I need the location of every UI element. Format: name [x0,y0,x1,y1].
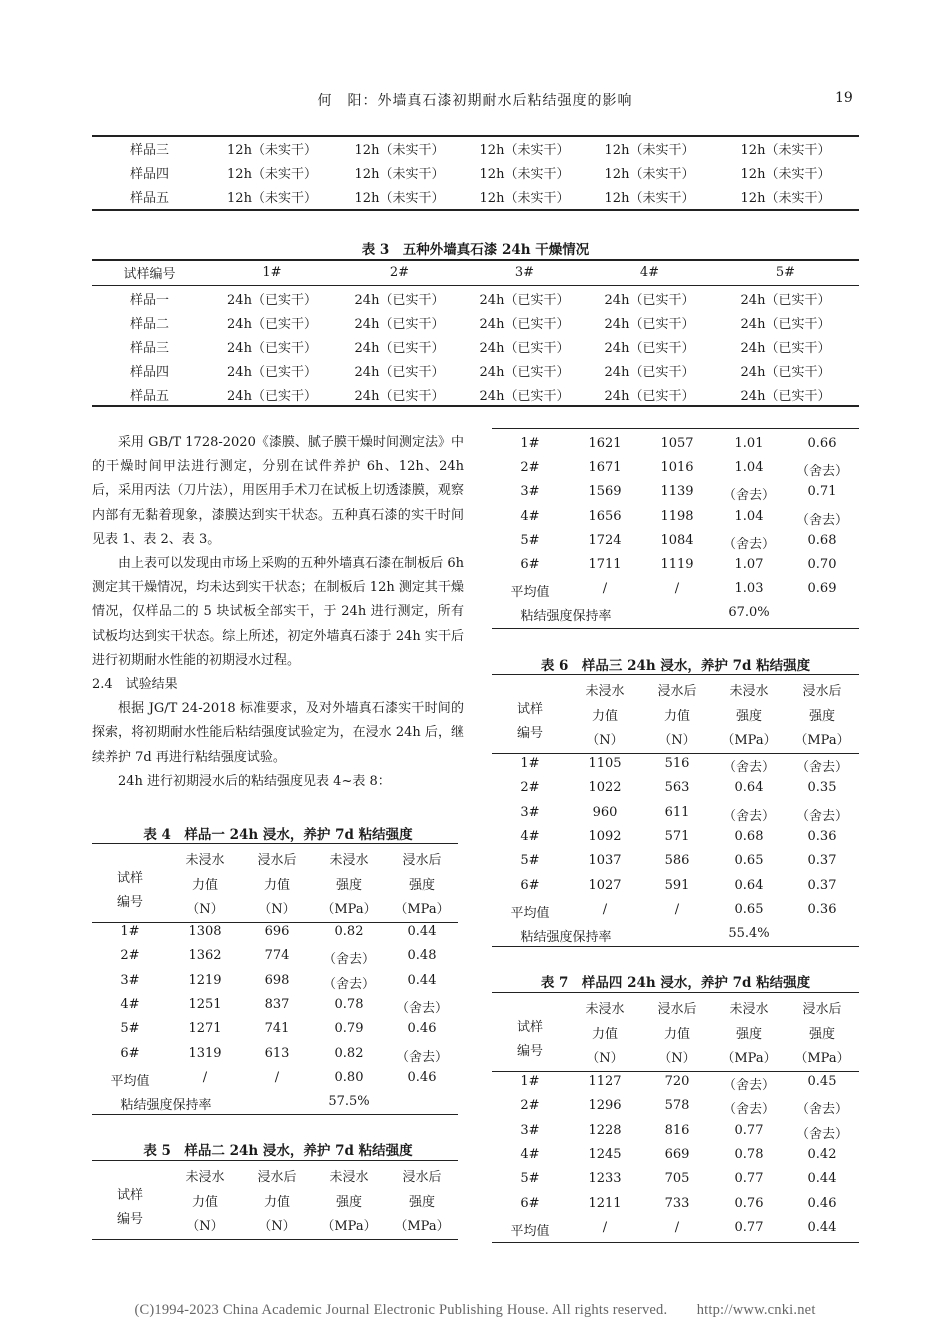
table-cell: 5# [520,532,540,548]
average-cell: / [274,1069,280,1085]
table-cell: 24h（已实干） [227,389,317,405]
table-cell: （舍去） [795,1126,848,1142]
table-cell: 0.82 [334,924,364,939]
table-cell: 1656 [588,508,622,524]
header-cell: 浸水后 [257,853,297,868]
table-cell: 24h（已实干） [479,316,570,332]
table-cell: （舍去） [722,1102,775,1118]
header-cell: 未浸水 [329,853,369,868]
average-cell: 平均值 [110,1073,150,1089]
header-cell: 浸水后 [402,853,442,868]
table-header-row [92,260,859,286]
header-cell: 浸水后 [802,1002,842,1017]
section-heading: 2.4 试验结果 [92,677,178,693]
header-cell: 浸水后 [657,684,697,699]
table-cell: 24h（已实干） [354,340,445,356]
table-cell: 3# [120,972,140,988]
table-cell: 6# [520,1195,540,1211]
table-cell: 1621 [588,436,622,451]
header-cell: （MPa） [794,733,850,748]
header-cell: （MPa） [321,1219,377,1234]
table-cell: 样品三 [129,340,169,356]
header-cell: 浸水后 [802,684,842,699]
header-cell: 未浸水 [329,1170,369,1185]
table-cell: 1.04 [734,508,764,524]
table-cell: 774 [264,948,290,964]
table-cell: 0.44 [407,924,437,939]
table-cell: 3# [520,804,540,820]
table-cell: 1# [120,924,140,939]
table-cell: （舍去） [795,512,848,528]
table-cell: 1724 [588,532,622,548]
table-cell: 0.78 [734,1146,764,1162]
table-cell: 2# [120,948,140,964]
table-cell: 5# [520,853,540,869]
table-cell: 0.76 [734,1195,764,1211]
average-cell: / [674,901,680,917]
average-cell: 0.46 [407,1069,437,1085]
table-row [92,160,859,184]
header-cell: 编号 [116,895,143,910]
paragraph-1: 采用 GB/T 1728-2020《漆膜、腻子膜干燥时间测定法》中的干燥时间甲法进行测定，分别在试件养护 6h、12h、24h 后，采用丙法（刀片法），用医用手术刀在试板上切透漆膜，观察内部有无黏着现象，漆膜达到实干状态。五种真石漆的实干时间见表 1、表 2、表 3。 [92,435,464,547]
average-cell: / [202,1069,208,1085]
header-cell: 试样 [116,1188,143,1203]
table-row [92,286,859,311]
table-cell: 2# [520,460,540,476]
table-cell: 0.42 [807,1146,837,1162]
header-cell: 未浸水 [185,1170,225,1185]
table4-caption: 表 4 样品一 24h 浸水，养护 7d 粘结强度 [143,827,413,843]
header-cell: 力值 [263,1194,290,1210]
table-cell: （舍去） [322,952,375,968]
average-cell: 平均值 [510,585,550,601]
table-cell: 1092 [588,828,622,844]
table-cell: 24h（已实干） [604,365,695,381]
table-cell: 0.68 [807,532,837,548]
table-cell: 720 [664,1074,690,1089]
table-cell: 24h（已实干） [227,340,317,356]
table-cell: 12h（未实干） [354,142,445,158]
retention-label: 粘结强度保持率 [120,1098,212,1114]
table3-caption: 表 3 五种外墙真石漆 24h 干燥情况 [361,242,590,258]
average-cell: 1.03 [734,581,764,597]
header-bottom-rule [492,1071,859,1072]
header-cell: 力值 [263,877,290,893]
table-cell: 0.65 [734,853,764,869]
header-cell: 5# [775,265,796,280]
table-cell: 591 [664,877,690,893]
table-cell: 816 [664,1122,690,1138]
header-cell: （MPa） [794,1051,850,1066]
table-cell: 24h（已实干） [740,365,831,381]
table-cell: （舍去） [795,1102,848,1118]
table-cell: 1037 [588,853,622,869]
table-cell: 24h（已实干） [740,292,831,308]
body-text-left [92,431,464,794]
header-cell: 未浸水 [729,684,769,699]
header-cell: 强度 [408,1194,435,1210]
table-cell: 0.45 [807,1074,837,1089]
table-cell: 4# [520,828,540,844]
table-cell: 516 [664,756,690,771]
table-cell: 0.37 [807,853,837,869]
header-cell: 浸水后 [402,1170,442,1185]
table-cell: 12h（未实干） [740,191,831,207]
table-cell: 样品五 [129,389,169,405]
header-cell: （MPa） [394,1219,450,1234]
table5-bottom-rule [492,628,859,629]
table-cell: 3# [520,484,540,500]
table-cell: 样品二 [129,316,169,332]
table-cell: 24h（已实干） [740,316,831,332]
table-cell: 12h（未实干） [604,166,695,182]
table3 [92,260,859,407]
table-cell: 0.79 [334,1021,364,1037]
table-cell: 1219 [188,972,222,988]
table-cell: 1319 [188,1045,222,1061]
table-cell: 1296 [588,1098,622,1114]
table-cell: 1671 [588,460,622,476]
table-cell: 1016 [660,460,694,476]
header-cell: 试样编号 [123,267,176,282]
table-cell: （舍去） [322,976,375,992]
table-cell: （舍去） [395,1049,448,1065]
paragraph-3: 根据 JG/T 24-2018 标准要求，及对外墙真石漆实干时间的探索，将初期耐水性能后粘结强度试验定为，在浸水 24h 后，继续养护 7d 再进行粘结强度试验。 [92,701,464,765]
header-cell: 2# [389,265,410,280]
table-cell: 12h（未实干） [604,142,695,158]
table-cell: 0.37 [807,877,837,893]
table-cell: 24h（已实干） [227,365,317,381]
table-cell: 1308 [188,924,222,939]
table7-caption: 表 7 样品四 24h 浸水，养护 7d 粘结强度 [540,975,811,991]
header-cell: （N） [658,1051,696,1066]
table-cell: （舍去） [795,760,848,775]
header-cell: （N） [586,1051,624,1066]
table-cell: 1711 [588,557,622,572]
table-cell: 样品一 [129,292,169,308]
table-cell: 12h（未实干） [227,191,317,207]
table-cell: 1233 [588,1171,622,1187]
table-cell: 24h（已实干） [604,389,695,405]
table-cell: 4# [520,508,540,524]
header-cell: （N） [186,902,224,917]
retention-value: 67.0% [728,605,770,621]
table-cell: 0.64 [734,877,764,893]
table-cell: 0.77 [734,1122,764,1138]
retention-label: 粘结强度保持率 [520,609,612,625]
header-cell: 强度 [735,1026,762,1042]
table-cell: 24h（已实干） [479,340,570,356]
header-cell: 力值 [591,708,618,724]
table-cell: （舍去） [795,464,848,480]
header-cell: （MPa） [721,733,777,748]
header-cell: 强度 [808,708,835,724]
header-cell: 力值 [191,1194,218,1210]
table-cell: 12h（未实干） [479,166,570,182]
paragraph-2: 由上表可以发现由市场上采购的五种外墙真石漆在制板后 6h 测定其干燥情况，均未达到实干状态；在制板后 12h 测定其干燥情况，仅样品二的 5 块试板全部实干，于 24h 进行测定，所有试板均达到实干状态。综上所述，初定外墙真石漆于 24h 实干后进行初期耐水性能的初期浸水过程。 [92,556,464,668]
table-cell: 24h（已实干） [604,292,695,308]
table-row [92,359,859,383]
header-cell: 未浸水 [585,1002,625,1017]
average-cell: 0.80 [334,1069,364,1085]
table-cell: 12h（未实干） [740,166,831,182]
table-cell: 1# [520,1074,540,1089]
table-cell: 24h（已实干） [479,389,570,405]
table-cell: 1084 [660,532,694,548]
table-cell: 2# [520,780,540,796]
header-cell: 强度 [808,1026,835,1042]
average-cell: / [674,581,680,597]
header-bottom-rule [492,753,859,754]
table-cell: 12h（未实干） [740,142,831,158]
table-cell: 6# [520,877,540,893]
table-cell: 1211 [588,1195,622,1211]
header-cell: 未浸水 [729,1002,769,1017]
page-number: 19 [835,90,853,106]
table5-cont-top-rule [492,428,859,429]
table-cell: 1.07 [734,557,764,572]
header-cell: 试样 [516,702,543,717]
table-cell: 0.36 [807,828,837,844]
header-top-rule [492,674,859,675]
header-cell: （MPa） [394,902,450,917]
header-cell: 力值 [591,1026,618,1042]
average-cell: / [602,901,608,917]
retention-label: 粘结强度保持率 [520,930,612,946]
table-cell: 24h（已实干） [227,292,317,308]
table-cell: 0.82 [334,1045,364,1061]
retention-value: 57.5% [328,1094,370,1110]
table-cell: 1.04 [734,460,764,476]
table-row [92,136,859,160]
header-cell: （N） [258,1219,296,1234]
header-cell: 浸水后 [257,1170,297,1185]
paragraph-4: 24h 进行初期浸水后的粘结强度见表 4~表 8： [118,773,391,789]
header-cell: 未浸水 [185,853,225,868]
header-top-rule [492,992,859,993]
table-cell: 3# [520,1122,540,1138]
table-cell: 1271 [188,1021,222,1037]
header-cell: 编号 [516,1044,543,1059]
header-cell: 力值 [191,877,218,893]
table-cell: 1057 [660,436,694,451]
table-cell: 960 [592,804,618,820]
table-cell: 586 [664,853,690,869]
table-cell: 0.64 [734,780,764,796]
table-cell: 0.35 [807,780,837,796]
table-cell: 0.46 [807,1195,837,1211]
table-cell: 1228 [588,1122,622,1138]
average-cell: 平均值 [510,1223,550,1239]
table-cell: （舍去） [722,536,775,552]
table-cell: 1198 [660,508,694,524]
average-cell: 平均值 [510,905,550,921]
table-cell: 578 [664,1098,690,1114]
table2-bottom-rule [92,209,859,211]
table-cell: 1# [520,756,540,771]
table-cell: 样品五 [129,191,169,207]
table-cell: 705 [664,1171,690,1187]
header-bottom-rule [92,922,458,923]
table-cell: 24h（已实干） [479,292,570,308]
table-cell: 1# [520,436,540,451]
table-cell: 样品三 [129,142,169,158]
table-cell: 6# [520,557,540,572]
table-cell: 样品四 [129,166,169,182]
table2-continued [92,136,859,209]
header-cell: 编号 [516,726,543,741]
table-cell: 1251 [188,996,222,1012]
table-cell: 1105 [588,756,622,771]
table-cell: 6# [120,1045,140,1061]
table-cell: （舍去） [722,1078,775,1093]
average-cell: 0.77 [734,1219,764,1235]
table-cell: 4# [520,1146,540,1162]
table-cell: 12h（未实干） [354,166,445,182]
table-cell: 741 [264,1021,290,1037]
table-cell: 12h（未实干） [479,191,570,207]
table-cell: 12h（未实干） [479,142,570,158]
table-cell: （舍去） [722,808,775,824]
header-cell: 浸水后 [657,1002,697,1017]
header-cell: （N） [186,1219,224,1234]
header-cell: 力值 [663,708,690,724]
table-bottom-rule [492,1242,859,1243]
table-cell: （舍去） [395,1000,448,1016]
table6-caption: 表 6 样品三 24h 浸水，养护 7d 粘结强度 [540,658,811,674]
average-cell: / [602,1219,608,1235]
table-cell: 733 [664,1195,690,1211]
table-cell: 698 [264,972,290,988]
average-cell: 0.44 [807,1219,837,1235]
table-cell: 1022 [588,780,622,796]
table-cell: 0.44 [807,1171,837,1187]
header-cell: 4# [639,265,660,280]
table-cell: 4# [120,996,140,1012]
table-cell: 5# [120,1021,140,1037]
table-cell: （舍去） [795,808,848,824]
table-cell: 669 [664,1146,690,1162]
header-cell: 强度 [735,708,762,724]
table-cell: 696 [264,924,290,939]
table-bottom-rule [492,946,859,947]
header-cell: （MPa） [321,902,377,917]
header-cell: 1# [262,265,282,280]
header-cell: 试样 [516,1020,543,1035]
table-cell: （舍去） [722,488,775,504]
copyright-footer: (C)1994-2023 China Academic Journal Electronic Publishing House. All rights reserved. http://www.cnki.net [134,1302,816,1318]
table-cell: 12h（未实干） [227,166,317,182]
table-row [92,185,859,209]
table-cell: 24h（已实干） [354,292,445,308]
header-cell: （MPa） [721,1051,777,1066]
table-row [92,334,859,358]
table-cell: 1027 [588,877,622,893]
table-cell: 1139 [660,484,694,500]
header-cell: 力值 [663,1026,690,1042]
table5-caption: 表 5 样品二 24h 浸水，养护 7d 粘结强度 [143,1143,413,1159]
table-cell: 24h（已实干） [227,316,317,332]
table-cell: 0.66 [807,436,837,451]
table-cell: 24h（已实干） [479,365,570,381]
table3-bottom-rule [92,405,859,407]
average-cell: 0.65 [734,901,764,917]
table-cell: 571 [664,828,690,844]
table-bottom-rule [92,1114,458,1115]
table-cell: 12h（未实干） [354,191,445,207]
table-cell: 563 [664,780,690,796]
table-cell: 24h（已实干） [604,340,695,356]
table-cell: 0.46 [407,1021,437,1037]
running-header: 何 阳：外墙真石漆初期耐水后粘结强度的影响 [317,93,633,109]
table-cell: 1362 [188,948,222,964]
header-cell: 编号 [116,1212,143,1227]
table-cell: 613 [264,1045,290,1061]
table-cell: 12h（未实干） [604,191,695,207]
average-cell: / [674,1219,680,1235]
table-cell: 1127 [588,1074,622,1089]
table-cell: 1119 [660,557,694,572]
table-cell: 0.68 [734,828,764,844]
header-cell: 强度 [335,877,362,893]
table-cell: 5# [520,1171,540,1187]
table-cell: 24h（已实干） [740,389,831,405]
table-cell: 1.01 [734,436,764,451]
header-top-rule [92,843,458,844]
header-cell: 强度 [408,877,435,893]
header-cell: （N） [586,733,624,748]
table-cell: 0.70 [807,557,837,572]
table-cell: 837 [264,996,290,1012]
average-cell: 0.36 [807,901,837,917]
table-cell: 0.77 [734,1171,764,1187]
table-cell: 0.44 [407,972,437,988]
header-cell: 试样 [116,871,143,886]
table-cell: 0.78 [334,996,364,1012]
table-cell: 0.71 [807,484,837,500]
table-cell: 1569 [588,484,622,500]
retention-value: 55.4% [728,926,770,942]
average-cell: 0.69 [807,581,837,597]
table-cell: 0.48 [407,948,437,964]
header-cell: 3# [514,265,535,280]
table-cell: 24h（已实干） [354,316,445,332]
header-bottom-rule [92,1239,458,1240]
table-cell: （舍去） [722,760,775,775]
table-cell: 611 [664,804,690,820]
table-row [92,383,859,407]
average-cell: / [602,581,608,597]
table-cell: 2# [520,1098,540,1114]
table-cell: 样品四 [129,365,169,381]
header-cell: 强度 [335,1194,362,1210]
table-cell: 24h（已实干） [740,340,831,356]
header-cell: （N） [258,902,296,917]
table-cell: 24h（已实干） [354,365,445,381]
table-cell: 12h（未实干） [227,142,317,158]
header-top-rule [92,1160,458,1161]
table-cell: 24h（已实干） [354,389,445,405]
table-cell: 24h（已实干） [604,316,695,332]
header-cell: （N） [658,733,696,748]
table-row [92,310,859,334]
table-cell: 1245 [588,1146,622,1162]
header-cell: 未浸水 [585,684,625,699]
